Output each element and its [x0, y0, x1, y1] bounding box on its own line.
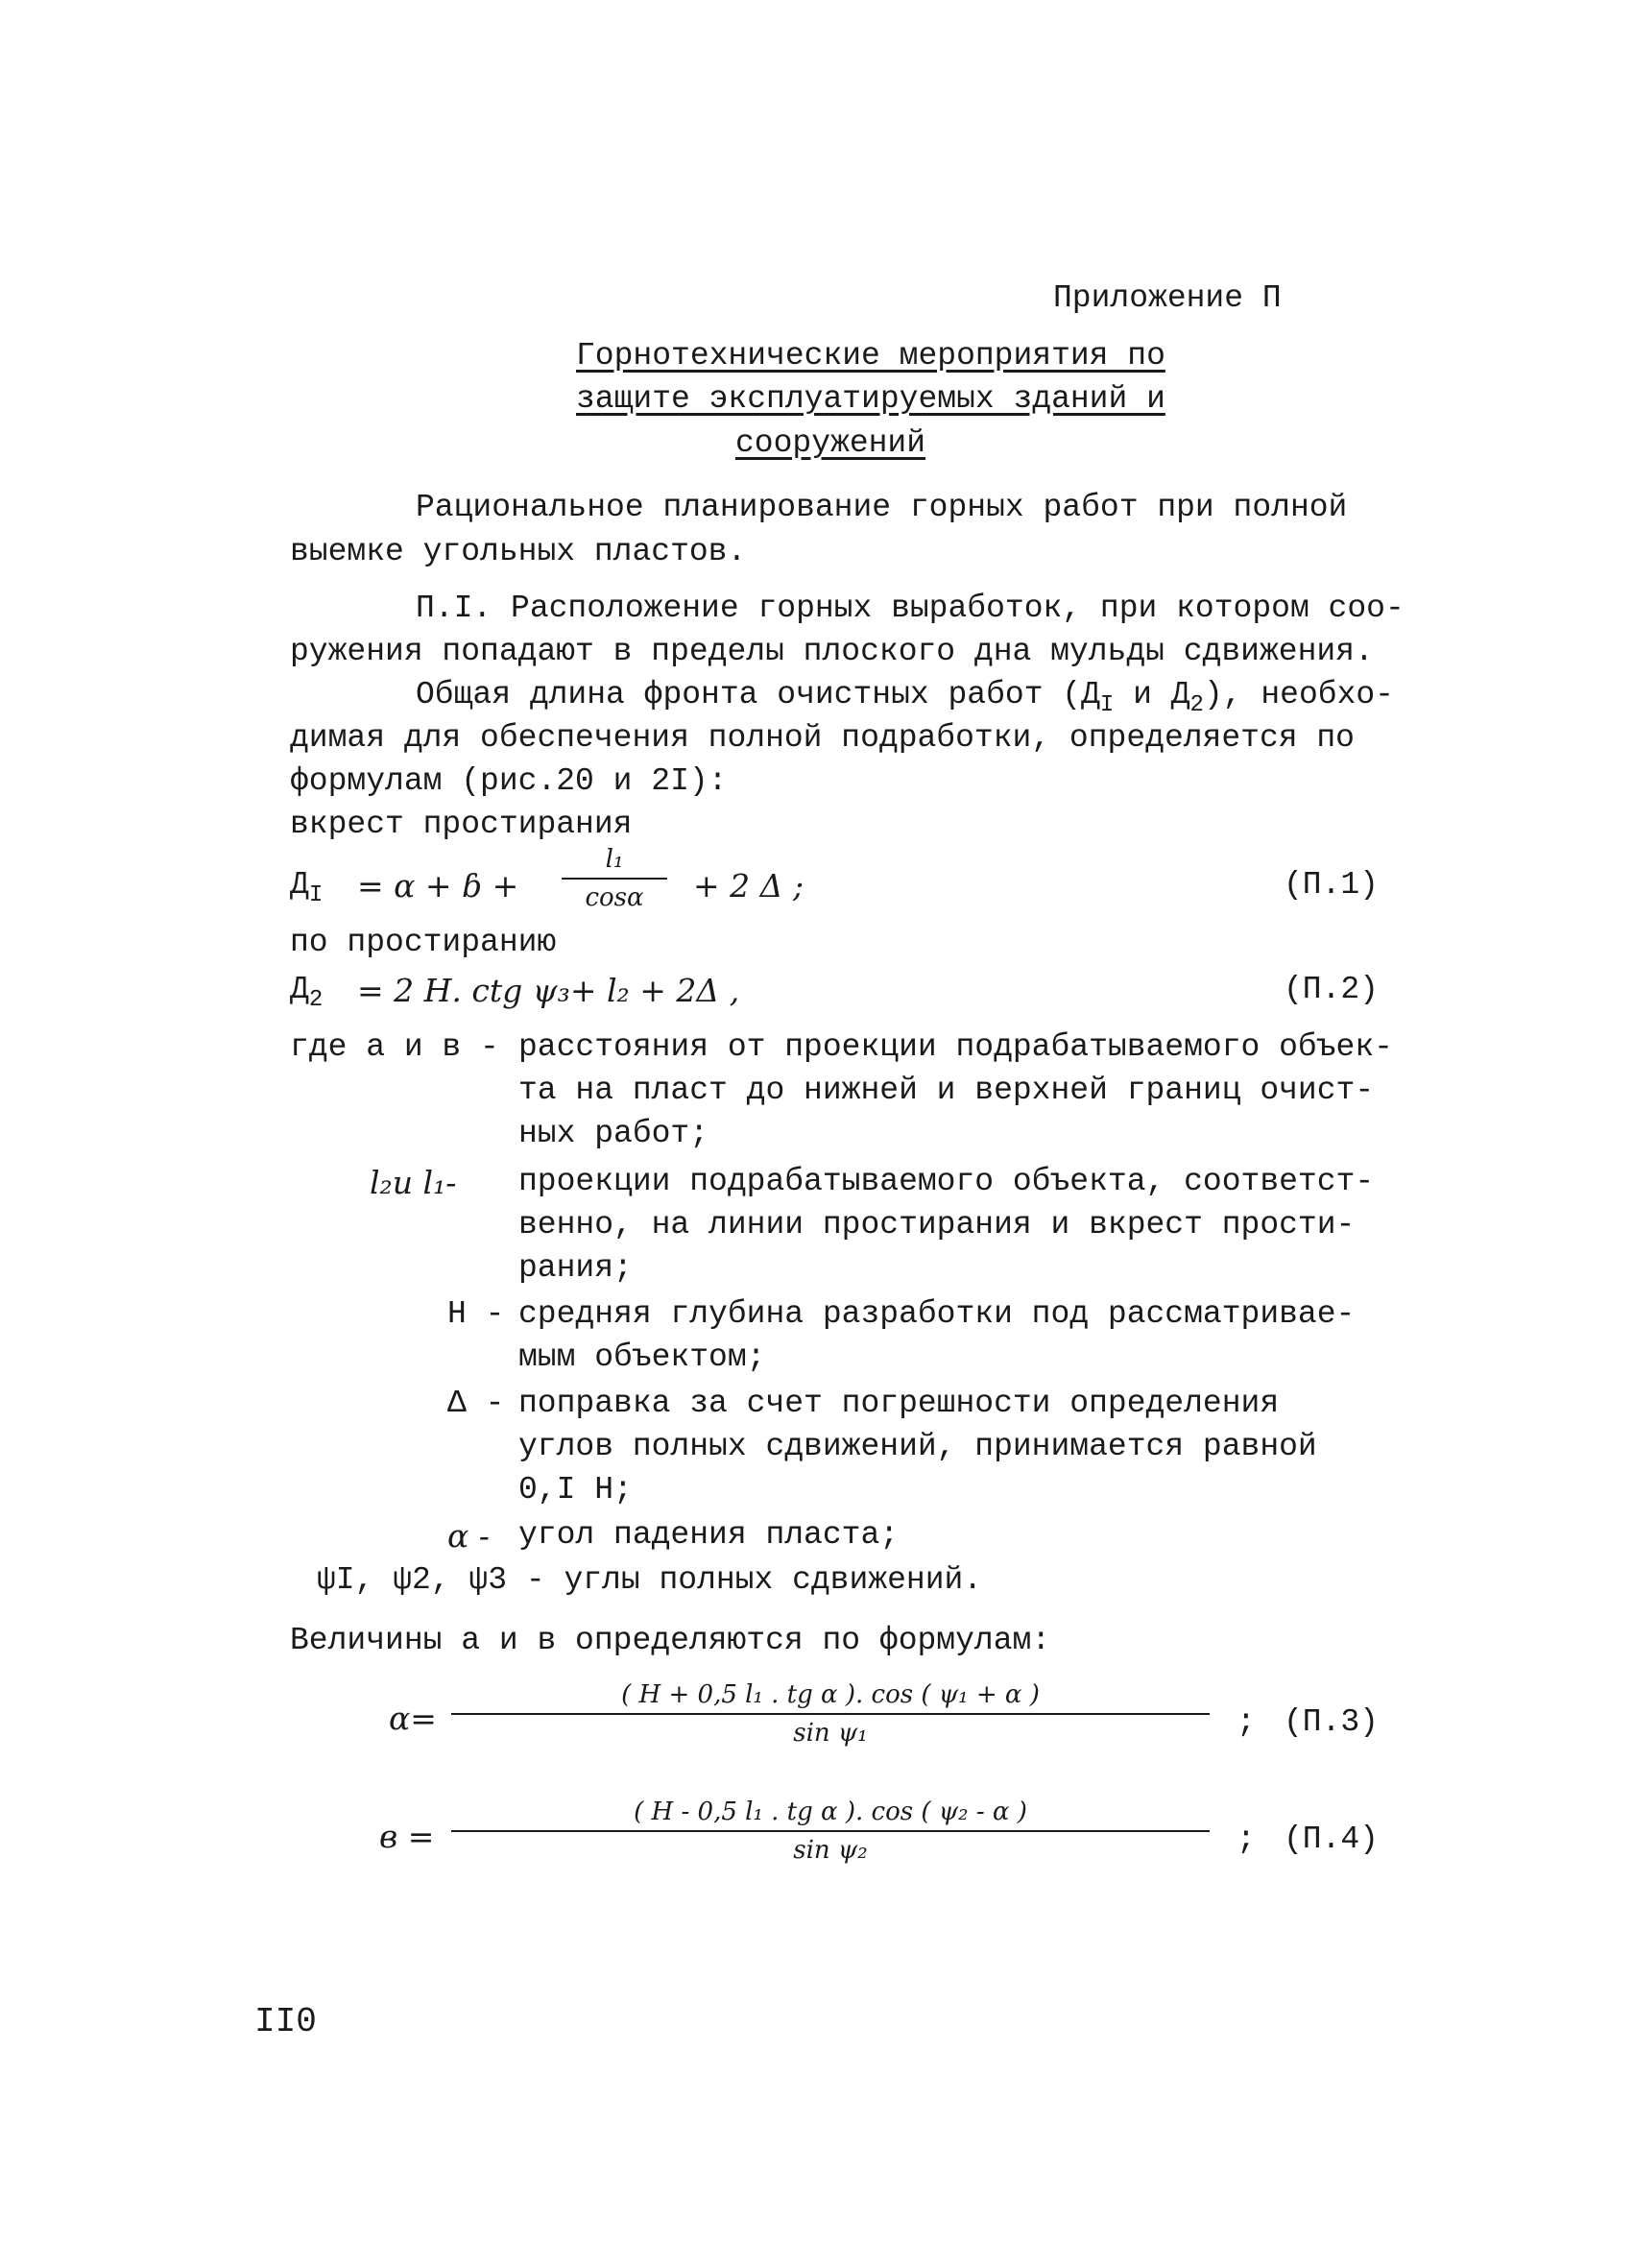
- definition-delta-line-1: поправка за счет погрешности определения: [518, 1386, 1280, 1421]
- definition-delta-line-3: 0,I Н;: [518, 1472, 633, 1508]
- formula-3-fraction: [451, 1680, 1210, 1748]
- title-line-1: Горнотехнические мероприятия по: [576, 338, 1165, 374]
- definition-ab-line-3: ных работ;: [518, 1116, 709, 1151]
- formula-3-lhs: α=: [389, 1700, 437, 1737]
- psi-line: ψI, ψ2, ψ3 - углы полных сдвижений.: [317, 1562, 983, 1598]
- intro-line-2: выемке угольных пластов.: [290, 534, 747, 569]
- front-length-line-2: димая для обеспечения полной подработки, определяется по: [290, 720, 1355, 756]
- formula-1-body-left: = α + ɓ +: [357, 867, 519, 905]
- definition-delta-symbol: Δ -: [447, 1386, 505, 1421]
- definition-alpha-line-1: угол падения пласта;: [518, 1517, 900, 1553]
- page-number: II0: [254, 2002, 317, 2041]
- definition-delta-line-2: углов полных сдвижений, принимается равной: [518, 1429, 1317, 1464]
- formula-1-lhs: $Д_I$: [290, 867, 324, 908]
- appendix-label: Приложение П: [1053, 280, 1282, 316]
- definition-h-line-2: мым объектом;: [518, 1339, 766, 1375]
- definition-l-line-1: проекции подрабатываемого объекта, соответст-: [518, 1164, 1375, 1199]
- formula-3-semicolon: ;: [1237, 1704, 1256, 1740]
- section-p1-line-1: П.I. Расположение горных выработок, при котором соо-: [416, 591, 1405, 626]
- front-length-line-1: Общая длина фронта очистных работ ($Д_I$ и $Д_2$), необхо-: [416, 677, 1394, 718]
- formula-1-denominator: cosα: [585, 883, 644, 912]
- formula-4-numerator: ( Н - 0,5 l₁ . tg α ). cos ( ψ₂ - α ): [451, 1798, 1210, 1832]
- across-strike-label: вкрест простирания: [290, 807, 633, 842]
- definition-h-symbol: Н -: [447, 1296, 505, 1332]
- definition-l-line-3: рания;: [518, 1250, 633, 1286]
- formula-4-denominator: sin ψ₂: [793, 1836, 868, 1865]
- definition-l-symbol: l₂и l₁-: [370, 1164, 457, 1201]
- definition-h-line-1: средняя глубина разработки под рассматривае-: [518, 1296, 1356, 1332]
- title-line-2: защите эксплуатируемых зданий и: [576, 381, 1165, 417]
- formula-3-denominator: sin ψ₁: [793, 1719, 868, 1748]
- definition-ab-line-1: расстояния от проекции подрабатываемого объек-: [518, 1029, 1393, 1065]
- formula-3-numerator: ( Н + 0,5 l₁ . tg α ). cos ( ψ₁ + α ): [451, 1680, 1210, 1715]
- definition-alpha-symbol: α -: [447, 1517, 490, 1555]
- formula-1-numerator: l₁: [562, 845, 667, 880]
- formula-4-semicolon: ;: [1237, 1822, 1256, 1857]
- formula-4-number: (П.4): [1283, 1822, 1379, 1857]
- definition-ab-line-2: та на пласт до нижней и верхней границ очист-: [518, 1073, 1375, 1108]
- formula-1-body-right: + 2 Δ ;: [693, 867, 804, 905]
- along-strike-label: по простиранию: [290, 925, 557, 960]
- formula-3-number: (П.3): [1283, 1704, 1379, 1740]
- title-line-3: сооружений: [735, 425, 926, 461]
- formula-2-body: = 2 Н. ctg ψ₃+ l₂ + 2Δ ,: [357, 972, 740, 1009]
- formula-1-fraction: [562, 845, 667, 912]
- formula-2-number: (П.2): [1283, 972, 1379, 1007]
- formula-4-lhs: в =: [379, 1818, 435, 1855]
- front-length-line-3: формулам (рис.20 и 2I):: [290, 763, 728, 799]
- formula-4-fraction: [451, 1798, 1210, 1865]
- definition-ab-symbol: где а и в -: [290, 1029, 499, 1065]
- formula-2-lhs: $Д_2$: [290, 972, 324, 1013]
- section-p1-line-2: ружения попадают в пределы плоского дна мульды сдвижения.: [290, 634, 1374, 669]
- values-text: Величины а и в определяются по формулам:: [290, 1623, 1051, 1658]
- intro-line-1: Рациональное планирование горных работ при полной: [416, 490, 1348, 525]
- definition-l-line-2: венно, на линии простирания и вкрест прости-: [518, 1207, 1356, 1243]
- formula-1-number: (П.1): [1283, 867, 1379, 903]
